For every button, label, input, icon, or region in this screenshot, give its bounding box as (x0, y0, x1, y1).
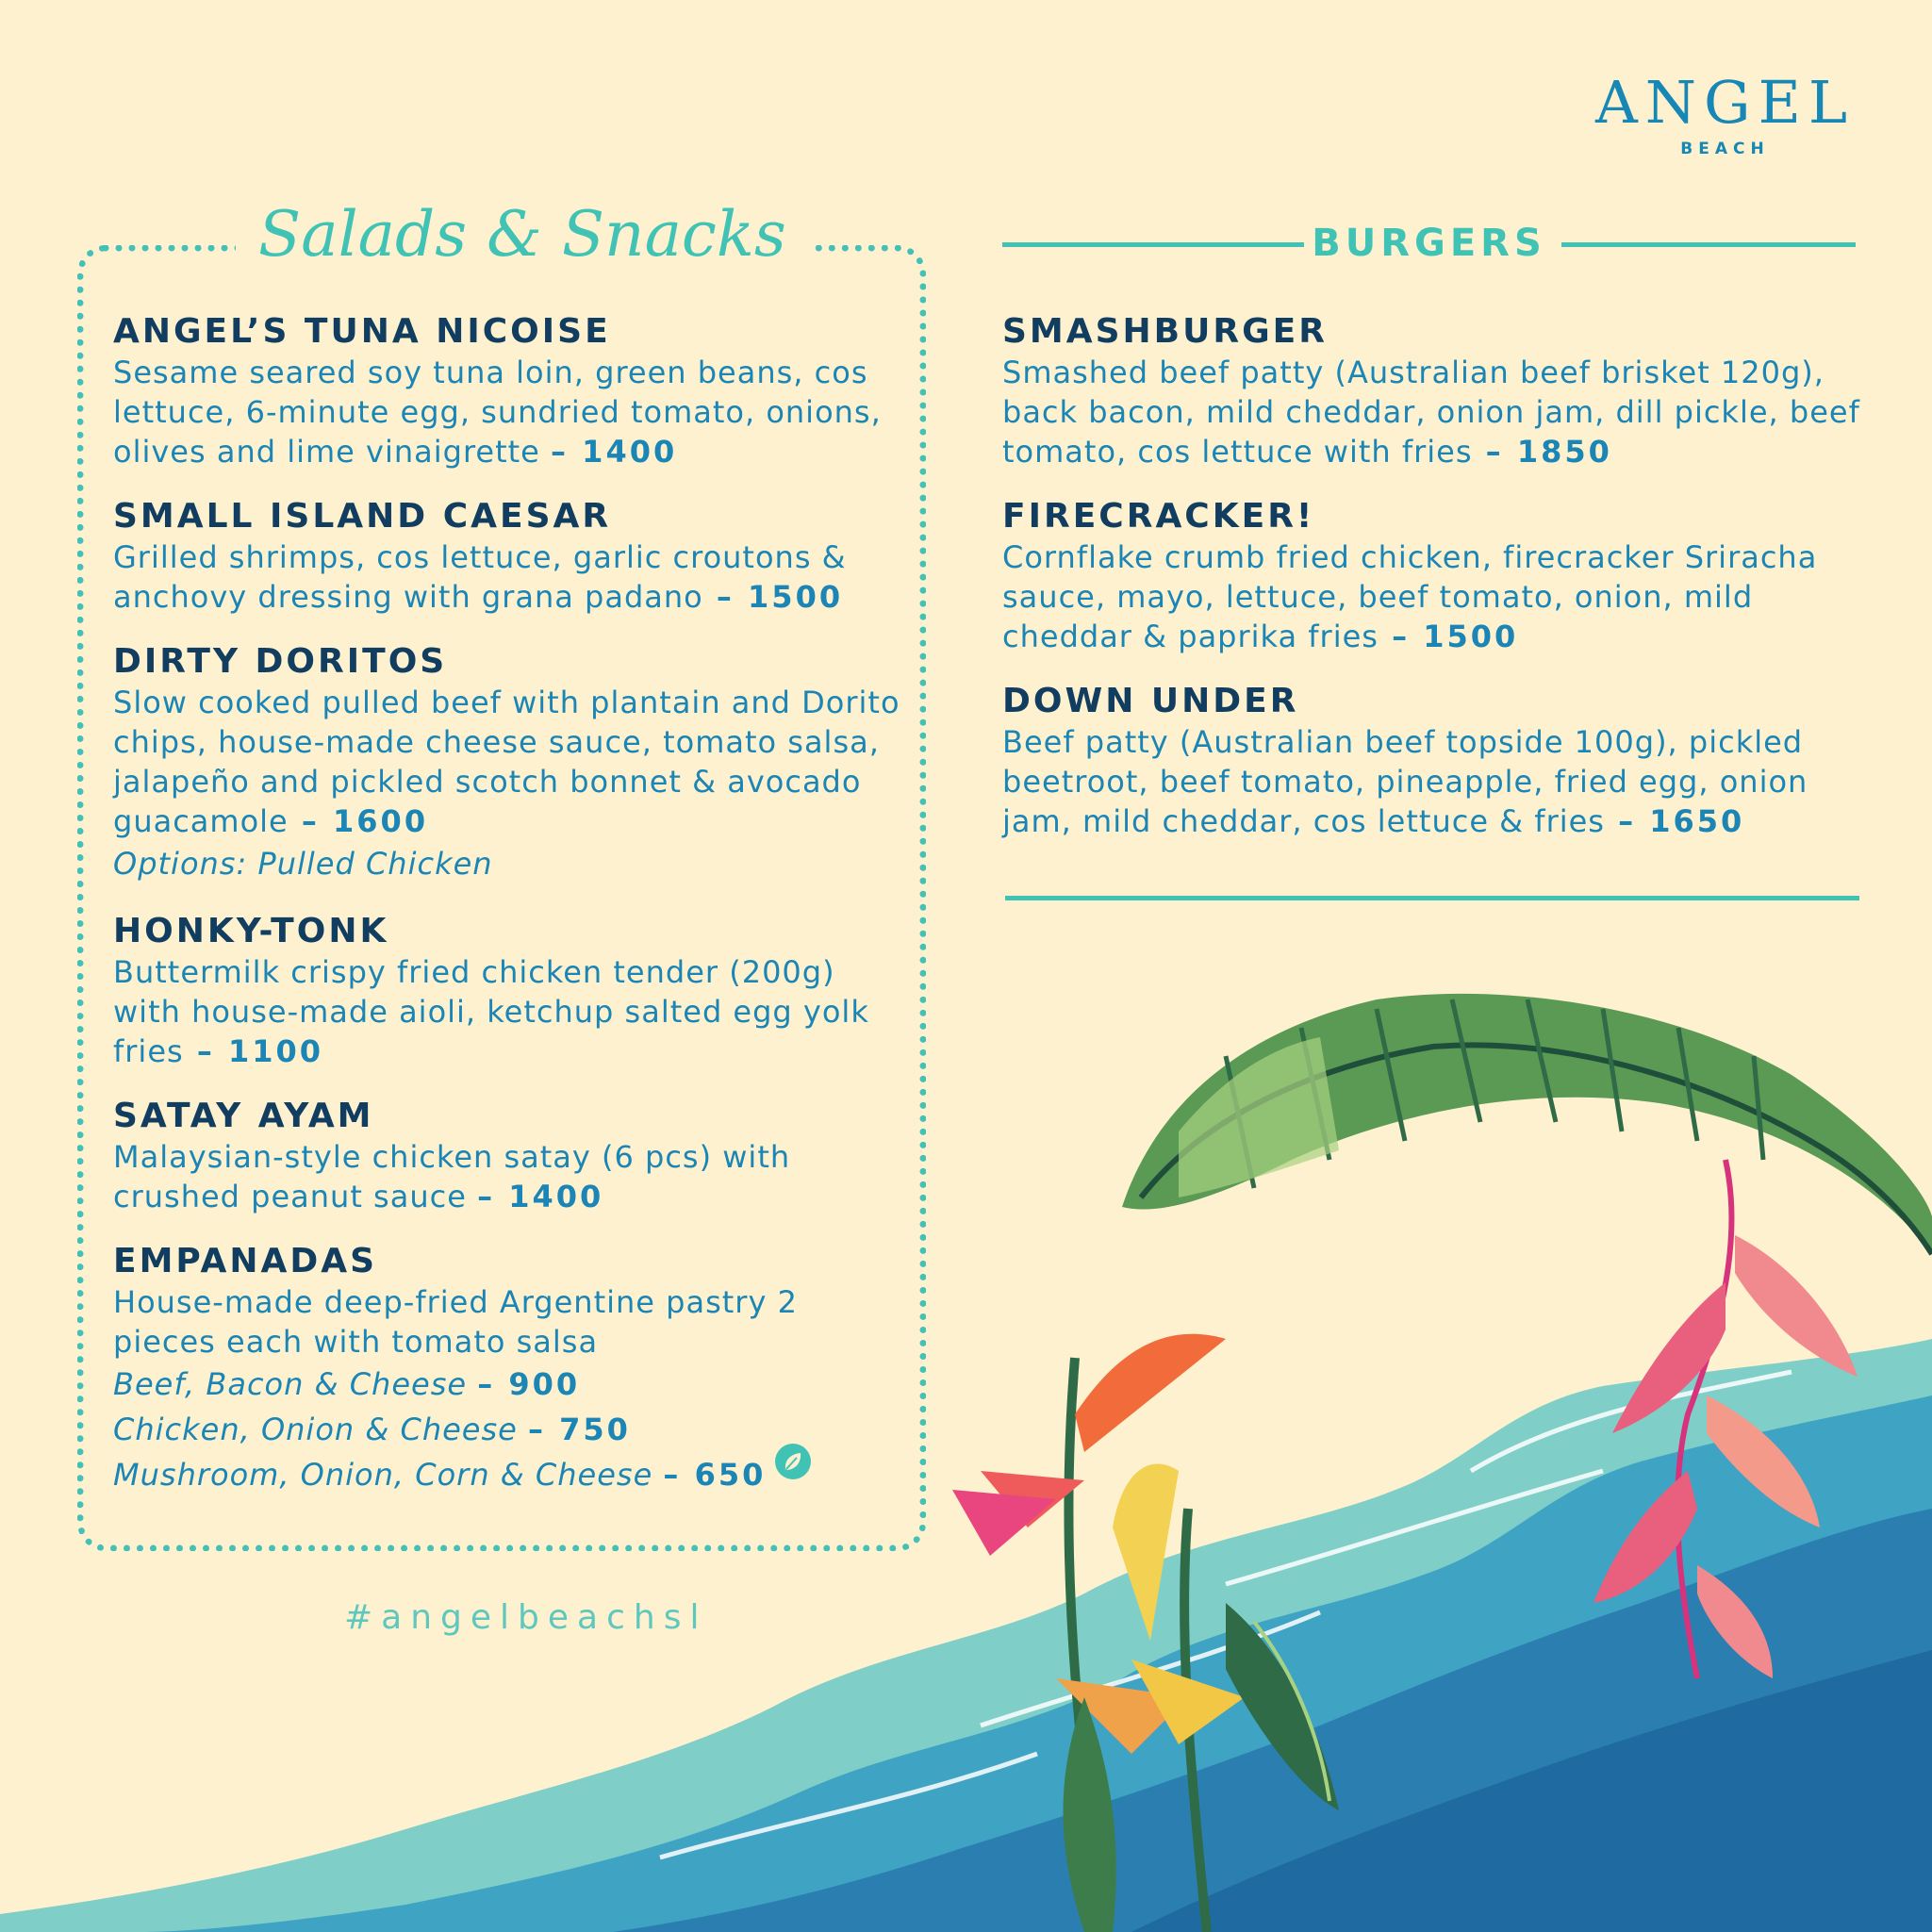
item-description (1002, 353, 1870, 471)
variant-name: Mushroom, Onion, Corn & Cheese (113, 1457, 664, 1493)
hashtag: #angelbeachsl (344, 1598, 708, 1637)
variant-price: – 900 (477, 1366, 581, 1402)
item-name: DOWN UNDER (1002, 682, 1299, 720)
salads-snacks-title: Salads & Snacks (236, 192, 809, 277)
item-name: SMASHBURGER (1002, 312, 1328, 351)
item-name: ANGEL’S TUNA NICOISE (113, 312, 611, 351)
item-price: – 1650 (1604, 803, 1745, 839)
item-description: House-made deep-fried Argentine pastry 2 pieces each with tomato salsa (113, 1284, 798, 1360)
burgers-bottom-rule (1005, 896, 1859, 900)
variant-price: – 750 (528, 1412, 631, 1447)
variant-name: Chicken, Onion & Cheese (113, 1412, 528, 1447)
menu-item (113, 496, 905, 617)
item-name: SMALL ISLAND CAESAR (113, 497, 612, 536)
brand-logo (1595, 68, 1855, 158)
item-desc-text: Cornflake crumb fried chicken, firecracker Sriracha sauce, mayo, lettuce, beef tomato, onion, mild cheddar & paprika fries (1002, 539, 1818, 654)
empanada-variant (113, 1362, 905, 1407)
menu-item (113, 1241, 905, 1497)
item-price: – 1850 (1472, 434, 1612, 470)
menu-item (113, 911, 905, 1071)
brand-name: ANGEL (1595, 68, 1855, 137)
item-desc-text: Sesame seared soy tuna loin, green beans, cos lettuce, 6-minute egg, sundried tomato, onions, olives and lime vinaigrette (113, 355, 882, 470)
burgers-title: BURGERS (1312, 222, 1546, 265)
menu-item (1002, 311, 1870, 471)
item-option: Options: Pulled Chicken (113, 846, 493, 882)
item-description (113, 1137, 905, 1216)
menu-item (113, 1096, 905, 1216)
menu-item (1002, 681, 1870, 841)
menu-item (113, 641, 905, 886)
burgers-header (1002, 215, 1856, 272)
variant-price: – 650 (663, 1457, 767, 1493)
item-name: DIRTY DORITOS (113, 642, 448, 681)
item-name: EMPANADAS (113, 1242, 378, 1280)
item-price: – 1500 (1378, 619, 1519, 654)
burgers-list (1002, 311, 1870, 866)
item-description (113, 537, 905, 617)
item-price: – 1500 (702, 579, 844, 615)
item-desc-text: Grilled shrimps, cos lettuce, garlic croutons & anchovy dressing with grana padano (113, 539, 847, 615)
item-price: – 1600 (288, 803, 429, 839)
item-desc-text: Beef patty (Australian beef topside 100g), pickled beetroot, beef tomato, pineapple, fried egg, onion jam, mild cheddar, cos lettuce & fries (1002, 724, 1808, 839)
item-desc-text: Malaysian-style chicken satay (6 pcs) with crushed peanut sauce (113, 1139, 791, 1214)
salads-snacks-list (113, 311, 905, 1522)
item-price: – 1100 (183, 1033, 324, 1069)
item-desc-text: Buttermilk crispy fried chicken tender (200g) with house-made aioli, ketchup salted egg yolk fries (113, 954, 869, 1069)
vegetarian-leaf-icon (775, 1444, 811, 1479)
item-name: SATAY AYAM (113, 1097, 374, 1135)
brand-sub: BEACH (1680, 140, 1770, 158)
item-description (113, 353, 905, 471)
item-name: FIRECRACKER! (1002, 497, 1315, 536)
item-price: – 1400 (551, 434, 678, 470)
menu-item (1002, 496, 1870, 656)
empanada-variant (113, 1452, 905, 1497)
variant-name: Beef, Bacon & Cheese (113, 1366, 478, 1402)
item-desc-text: Smashed beef patty (Australian beef brisket 120g), back bacon, mild cheddar, onion jam, dill pickle, beef tomato, cos lettuce with fries (1002, 355, 1860, 470)
item-price: – 1400 (477, 1179, 604, 1214)
item-description (1002, 722, 1870, 841)
item-description (1002, 537, 1870, 656)
menu-item (113, 311, 905, 471)
item-description (113, 952, 905, 1071)
item-description (113, 683, 905, 841)
item-desc-text: Slow cooked pulled beef with plantain and Dorito chips, house-made cheese sauce, tomato salsa, jalapeño and pickled scotch bonnet & avocado guacamole (113, 685, 900, 839)
item-name: HONKY-TONK (113, 912, 389, 950)
